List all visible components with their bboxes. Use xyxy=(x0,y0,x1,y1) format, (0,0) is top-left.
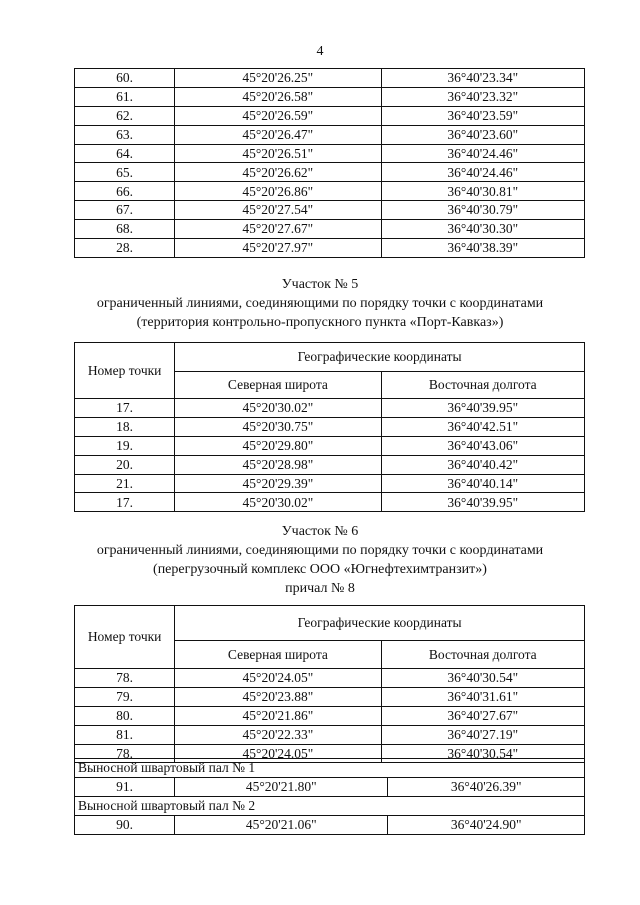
table-row xyxy=(75,69,585,88)
table-row xyxy=(75,106,585,125)
header-longitude: Восточная долгота xyxy=(381,641,584,669)
table-row xyxy=(75,493,585,512)
point-number: 80. xyxy=(75,706,175,725)
latitude-value: 45°20'29.80" xyxy=(175,436,381,455)
latitude-value: 45°20'23.88" xyxy=(175,687,381,706)
header-geo-coordinates: Географические координаты xyxy=(175,606,585,641)
latitude-value: 45°20'30.02" xyxy=(175,399,381,418)
point-number: 21. xyxy=(75,474,175,493)
coordinates-rows xyxy=(75,69,585,258)
longitude-value: 36°40'39.95" xyxy=(381,399,584,418)
latitude-value: 45°20'30.02" xyxy=(175,493,381,512)
latitude-value: 45°20'26.58" xyxy=(175,87,381,106)
latitude-value: 45°20'21.86" xyxy=(175,706,381,725)
latitude-value: 45°20'27.67" xyxy=(175,220,381,239)
point-number: 28. xyxy=(75,239,175,258)
table-row xyxy=(75,669,585,688)
header-geo-coordinates: Географические координаты xyxy=(175,343,585,372)
longitude-value: 36°40'43.06" xyxy=(381,436,584,455)
latitude-value: 45°20'21.80" xyxy=(175,777,388,796)
mooring-table xyxy=(74,758,585,835)
pal1-band xyxy=(75,759,585,778)
pal1-label: Выносной швартовый пал № 1 xyxy=(75,759,585,778)
header-point-number: Номер точки xyxy=(75,343,175,399)
pal2-label: Выносной швартовый пал № 2 xyxy=(75,796,585,815)
longitude-value: 36°40'26.39" xyxy=(388,777,585,796)
section6-title: Участок № 6 xyxy=(281,524,359,539)
section6-rows xyxy=(75,669,585,763)
table-row xyxy=(75,725,585,744)
longitude-value: 36°40'24.90" xyxy=(388,815,585,834)
latitude-value: 45°20'26.51" xyxy=(175,144,381,163)
latitude-value: 45°20'24.05" xyxy=(175,669,381,688)
longitude-value: 36°40'23.60" xyxy=(381,125,585,144)
table-row xyxy=(75,815,585,834)
table-row xyxy=(75,687,585,706)
pal2-band xyxy=(75,796,585,815)
point-number: 68. xyxy=(75,220,175,239)
latitude-value: 45°20'22.33" xyxy=(175,725,381,744)
table-row xyxy=(75,417,585,436)
section5-rows xyxy=(75,399,585,512)
longitude-value: 36°40'24.46" xyxy=(381,144,585,163)
coordinates-table-continued xyxy=(74,68,585,258)
longitude-value: 36°40'40.14" xyxy=(381,474,584,493)
longitude-value: 36°40'24.46" xyxy=(381,163,585,182)
point-number: 78. xyxy=(75,744,175,763)
point-number: 63. xyxy=(75,125,175,144)
table-row xyxy=(75,706,585,725)
table-row xyxy=(75,474,585,493)
longitude-value: 36°40'42.51" xyxy=(381,417,584,436)
point-number: 79. xyxy=(75,687,175,706)
latitude-value: 45°20'24.05" xyxy=(175,744,381,763)
longitude-value: 36°40'30.79" xyxy=(381,201,585,220)
header-point-number: Номер точки xyxy=(75,606,175,669)
point-number: 64. xyxy=(75,144,175,163)
point-number: 17. xyxy=(75,493,175,512)
latitude-value: 45°20'26.86" xyxy=(175,182,381,201)
point-number: 91. xyxy=(75,777,175,796)
latitude-value: 45°20'26.59" xyxy=(175,106,381,125)
table-row xyxy=(75,201,585,220)
point-number: 78. xyxy=(75,669,175,688)
table-row xyxy=(75,220,585,239)
point-number: 62. xyxy=(75,106,175,125)
table-row xyxy=(75,182,585,201)
table-row xyxy=(75,163,585,182)
section6-line1: ограниченный линиями, соединяющими по порядку точки с координатами xyxy=(96,543,544,558)
point-number: 18. xyxy=(75,417,175,436)
table-row xyxy=(75,777,585,796)
longitude-value: 36°40'30.54" xyxy=(381,744,584,763)
longitude-value: 36°40'23.32" xyxy=(381,87,585,106)
longitude-value: 36°40'31.61" xyxy=(381,687,584,706)
table-row xyxy=(75,455,585,474)
point-number: 61. xyxy=(75,87,175,106)
point-number: 19. xyxy=(75,436,175,455)
latitude-value: 45°20'27.97" xyxy=(175,239,381,258)
header-latitude: Северная широта xyxy=(175,372,381,399)
section5-table xyxy=(74,342,585,512)
latitude-value: 45°20'26.62" xyxy=(175,163,381,182)
longitude-value: 36°40'23.59" xyxy=(381,106,585,125)
point-number: 60. xyxy=(75,69,175,88)
latitude-value: 45°20'30.75" xyxy=(175,417,381,436)
point-number: 17. xyxy=(75,399,175,418)
table-row xyxy=(75,399,585,418)
longitude-value: 36°40'38.39" xyxy=(381,239,585,258)
table-row xyxy=(75,144,585,163)
longitude-value: 36°40'40.42" xyxy=(381,455,584,474)
point-number: 65. xyxy=(75,163,175,182)
header-latitude: Северная широта xyxy=(175,641,381,669)
longitude-value: 36°40'27.19" xyxy=(381,725,584,744)
table-row xyxy=(75,239,585,258)
table-row xyxy=(75,87,585,106)
point-number: 90. xyxy=(75,815,175,834)
section5-title: Участок № 5 xyxy=(281,277,359,292)
table-row xyxy=(75,436,585,455)
page-number: 4 xyxy=(316,44,324,59)
section5-line1: ограниченный линиями, соединяющими по порядку точки с координатами xyxy=(96,296,544,311)
latitude-value: 45°20'26.25" xyxy=(175,69,381,88)
point-number: 66. xyxy=(75,182,175,201)
longitude-value: 36°40'30.54" xyxy=(381,669,584,688)
section6-line2: (перегрузочный комплекс ООО «Югнефтехимтранзит») xyxy=(153,562,487,577)
latitude-value: 45°20'26.47" xyxy=(175,125,381,144)
point-number: 81. xyxy=(75,725,175,744)
section5-line2: (территория контрольно-пропускного пункта «Порт-Кавказ») xyxy=(136,315,504,330)
latitude-value: 45°20'21.06" xyxy=(175,815,388,834)
latitude-value: 45°20'28.98" xyxy=(175,455,381,474)
section6-line3: причал № 8 xyxy=(285,581,355,596)
longitude-value: 36°40'39.95" xyxy=(381,493,584,512)
longitude-value: 36°40'30.30" xyxy=(381,220,585,239)
point-number: 67. xyxy=(75,201,175,220)
section6-table xyxy=(74,605,585,763)
latitude-value: 45°20'29.39" xyxy=(175,474,381,493)
longitude-value: 36°40'27.67" xyxy=(381,706,584,725)
latitude-value: 45°20'27.54" xyxy=(175,201,381,220)
longitude-value: 36°40'23.34" xyxy=(381,69,585,88)
point-number: 20. xyxy=(75,455,175,474)
header-longitude: Восточная долгота xyxy=(381,372,584,399)
longitude-value: 36°40'30.81" xyxy=(381,182,585,201)
table-row xyxy=(75,125,585,144)
